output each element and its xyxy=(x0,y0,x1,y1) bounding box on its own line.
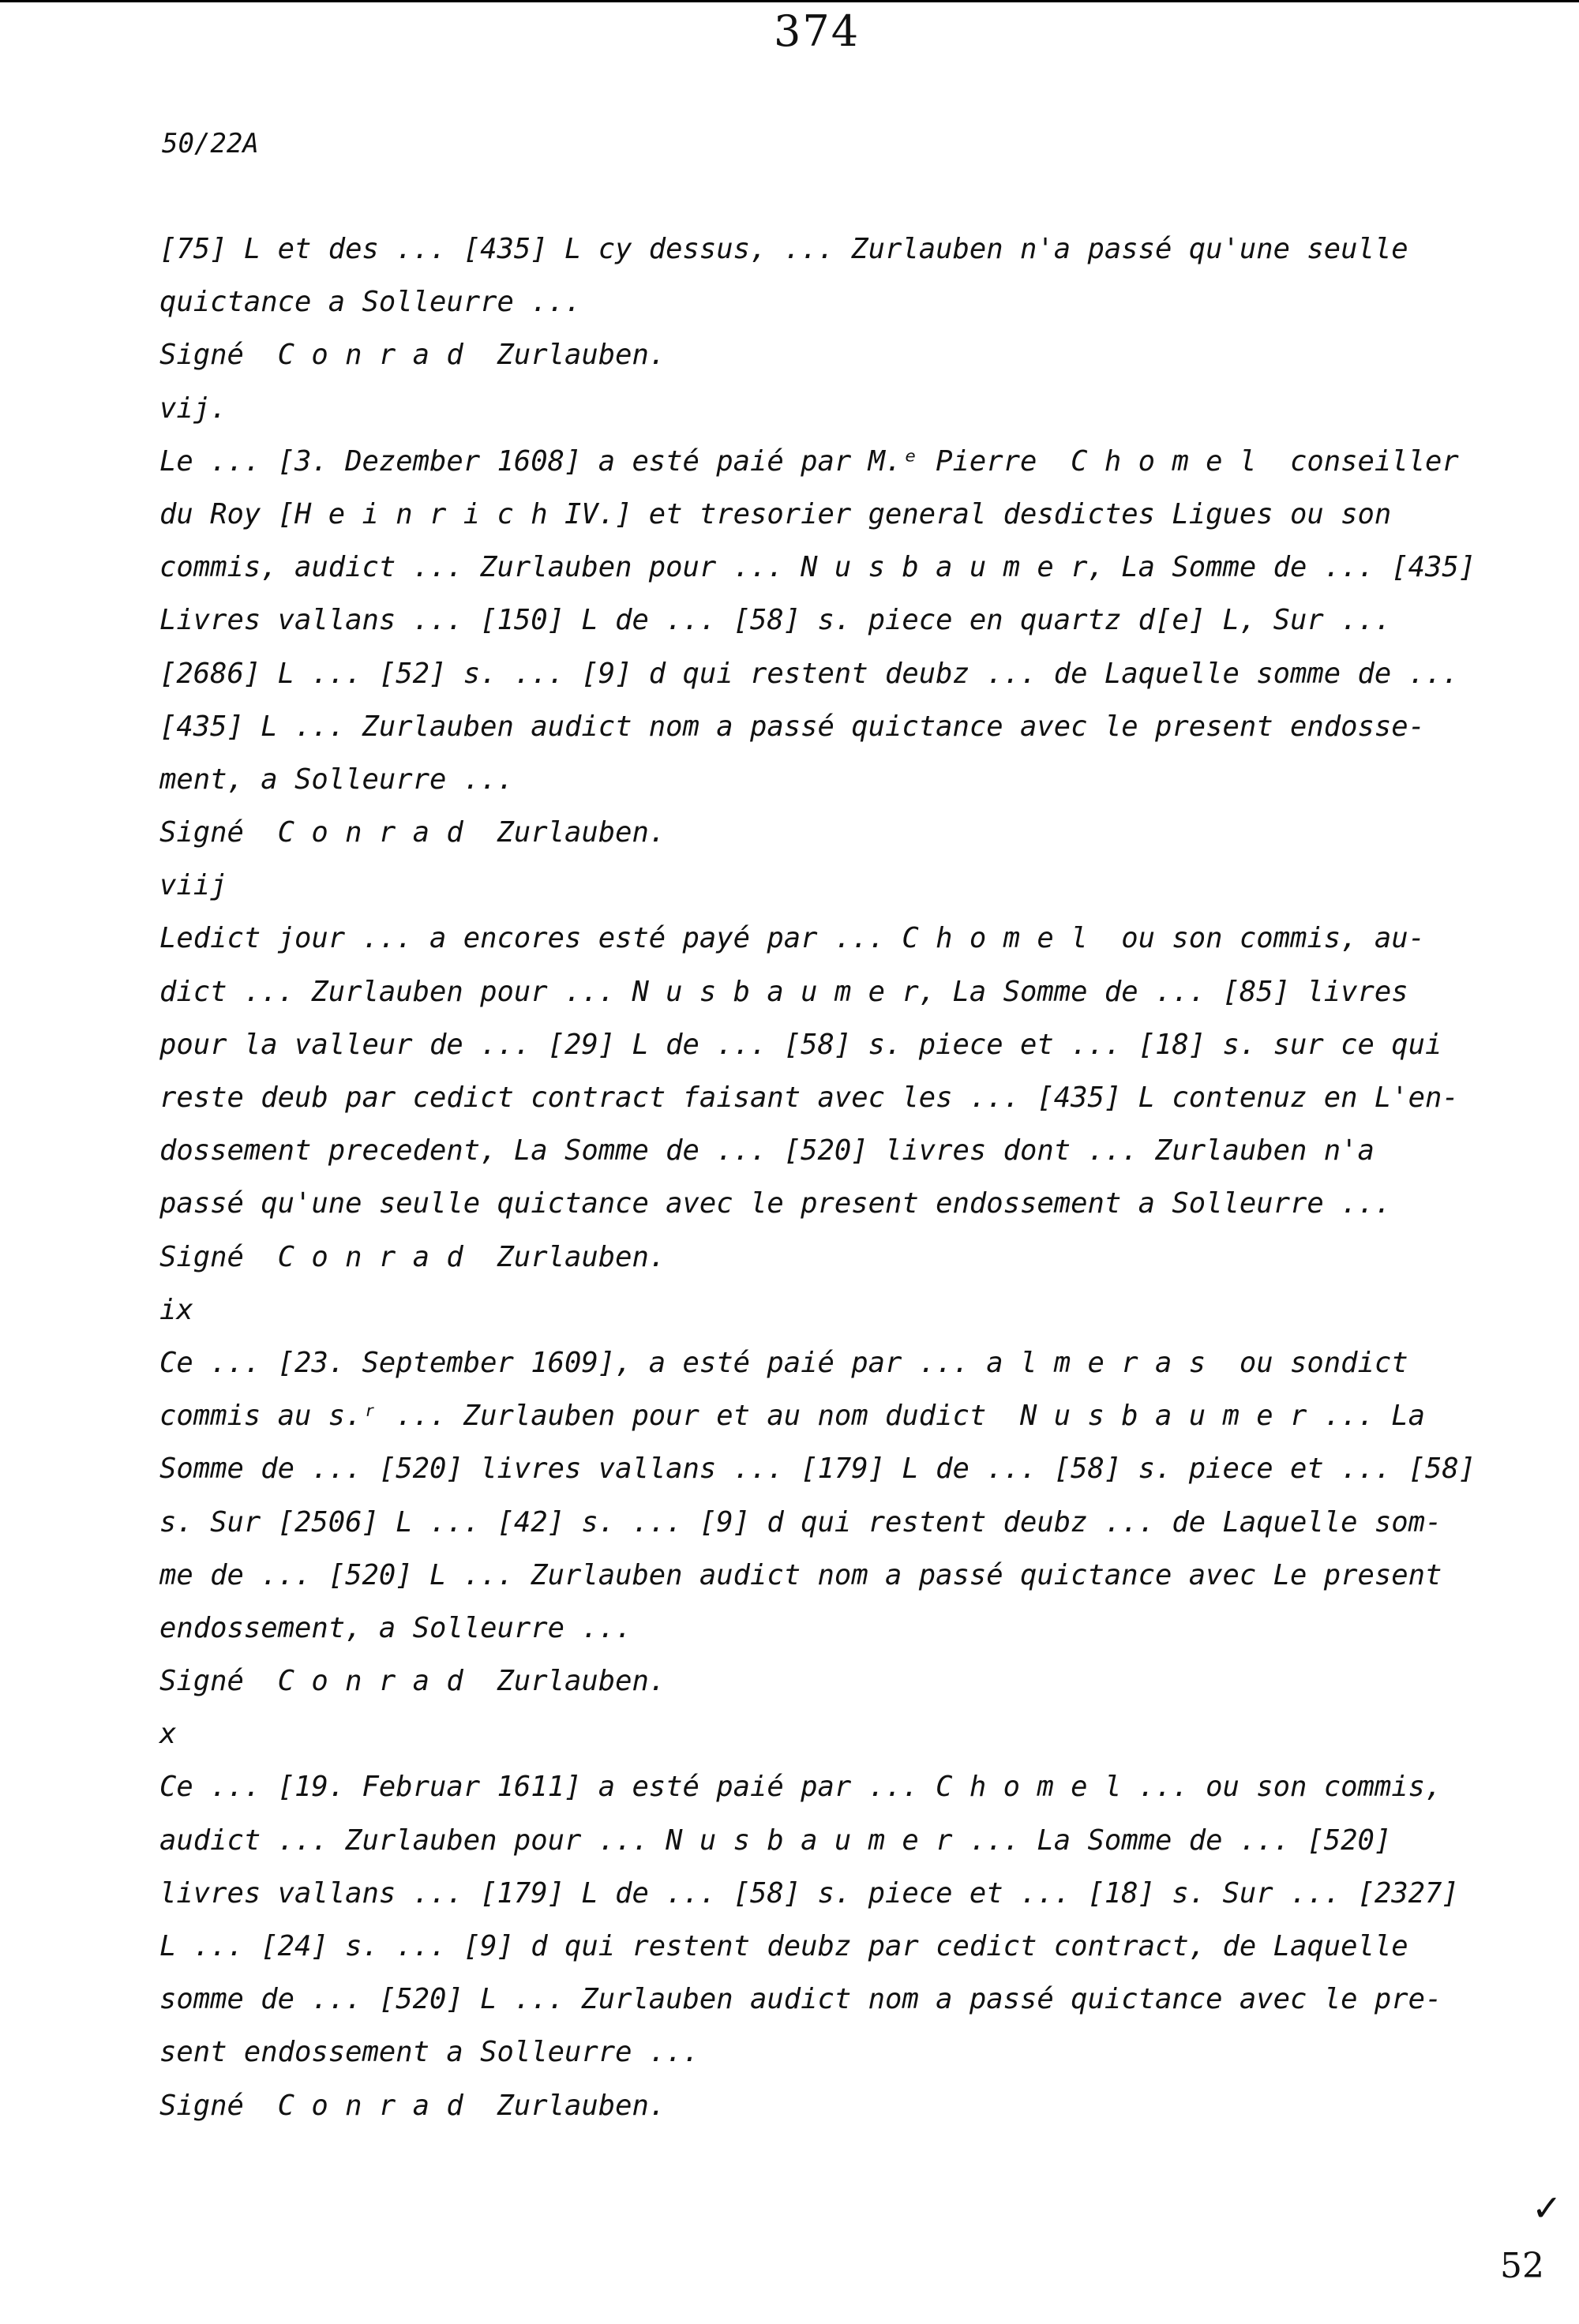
text-line: dossement precedent, La Somme de ... [520] livres dont ... Zurlauben n'a xyxy=(159,1134,1375,1168)
text-line: endossement, a Solleurre ... xyxy=(159,1611,632,1644)
text-line: ment, a Solleurre ... xyxy=(159,763,514,796)
text-line: du Roy [H e i n r i c h IV.] et tresorier general desdictes Ligues ou son xyxy=(159,497,1392,530)
text-line: [2686] L ... [52] s. ... [9] d qui restent deubz ... de Laquelle somme de ... xyxy=(159,657,1459,690)
text-line: commis au s.ʳ ... Zurlauben pour et au nom dudict N u s b a u m e r ... La xyxy=(159,1400,1425,1433)
text-line: passé qu'une seulle quictance avec le present endossement a Solleurre ... xyxy=(159,1187,1392,1220)
text-line: Ledict jour ... a encores esté payé par ... C h o m e l ou son commis, au- xyxy=(159,922,1425,955)
text-line: [435] L ... Zurlauben audict nom a passé quictance avec le present endosse- xyxy=(159,710,1425,743)
text-line: Livres vallans ... [150] L de ... [58] s. piece en quartz d[e] L, Sur ... xyxy=(159,604,1392,637)
section-number: vij. xyxy=(159,392,227,425)
text-line: L ... [24] s. ... [9] d qui restent deubz par cedict contract, de Laquelle xyxy=(159,1930,1408,1962)
text-line: somme de ... [520] L ... Zurlauben audict nom a passé quictance avec le pre- xyxy=(159,1983,1442,2016)
text-line: sent endossement a Solleurre ... xyxy=(159,2036,699,2069)
text-line: dict ... Zurlauben pour ... N u s b a u m e r, La Somme de ... [85] livres xyxy=(159,975,1408,1008)
text-line: livres vallans ... [179] L de ... [58] s. piece et ... [18] s. Sur ... [2327] xyxy=(159,1876,1459,1910)
text-line: Ce ... [23. September 1609], a esté paié par ... a l m e r a s ou sondict xyxy=(159,1346,1408,1379)
text-line: Signé C o n r a d Zurlauben. xyxy=(159,1665,666,1698)
section-number: ix xyxy=(159,1293,193,1326)
section-number: x xyxy=(159,1718,177,1751)
text-line: commis, audict ... Zurlauben pour ... N u s b a u m e r, La Somme de ... [435] xyxy=(159,551,1476,584)
text-line: Signé C o n r a d Zurlauben. xyxy=(159,2089,666,2122)
text-line: quictance a Solleurre ... xyxy=(159,286,582,319)
text-line: Le ... [3. Dezember 1608] a esté paié par M.ᵉ Pierre C h o m e l conseiller xyxy=(159,444,1459,478)
text-line: reste deub par cedict contract faisant avec les ... [435] L contenuz en L'en- xyxy=(159,1081,1459,1114)
text-line: Ce ... [19. Februar 1611] a esté paié par ... C h o m e l ... ou son commis, xyxy=(159,1771,1442,1804)
text-line: audict ... Zurlauben pour ... N u s b a u m e r ... La Somme de ... [520] xyxy=(159,1824,1392,1857)
document-reference: 50/22A xyxy=(162,128,259,159)
text-line: Signé C o n r a d Zurlauben. xyxy=(159,1240,666,1273)
typed-transcription xyxy=(159,223,1476,2132)
text-line: [75] L et des ... [435] L cy dessus, ... Zurlauben n'a passé qu'une seulle xyxy=(159,233,1408,265)
top-border-line xyxy=(0,0,1579,2)
text-line: pour la valleur de ... [29] L de ... [58] s. piece et ... [18] s. sur ce qui xyxy=(159,1028,1442,1061)
handwritten-page-number: 374 xyxy=(774,6,861,56)
handwritten-check-mark: ✓ xyxy=(1532,2187,1562,2229)
section-number: viij xyxy=(159,869,227,902)
text-line: s. Sur [2506] L ... [42] s. ... [9] d qui restent deubz ... de Laquelle som- xyxy=(159,1505,1442,1539)
text-line: Somme de ... [520] livres vallans ... [179] L de ... [58] s. piece et ... [58] xyxy=(159,1452,1476,1486)
text-line: Signé C o n r a d Zurlauben. xyxy=(159,339,666,372)
text-line: Signé C o n r a d Zurlauben. xyxy=(159,816,666,849)
handwritten-folio-mark: 52 xyxy=(1500,2246,1544,2286)
text-line: me de ... [520] L ... Zurlauben audict nom a passé quictance avec Le present xyxy=(159,1558,1442,1591)
